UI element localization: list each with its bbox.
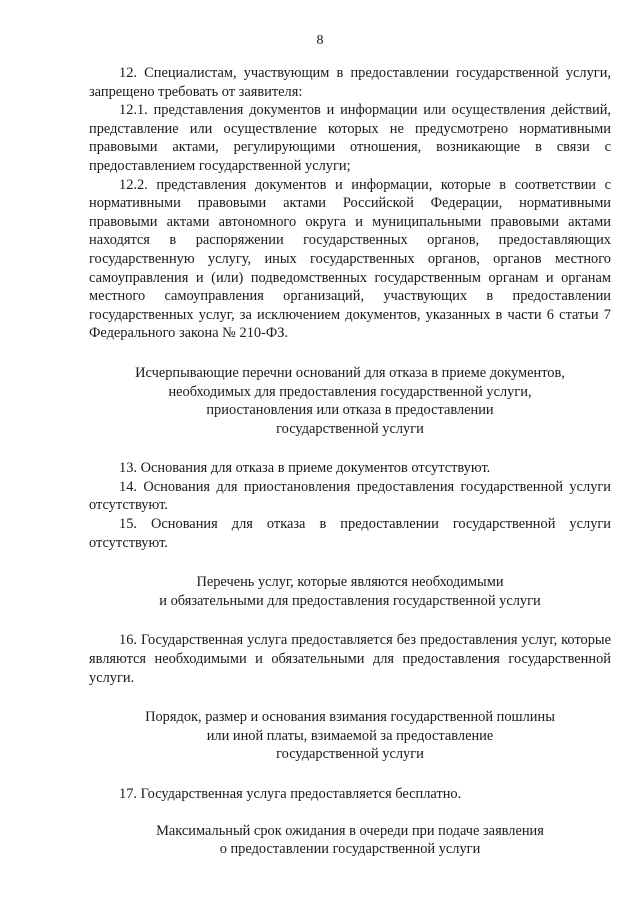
section-heading-refusal-grounds (89, 364, 611, 438)
paragraph-12: 12. Специалистам, участвующим в предоставлении государственной услуги, запрещено требовать от заявителя: (89, 65, 611, 100)
heading-line: государственной услуги (276, 420, 424, 437)
section-heading-required-services (89, 573, 611, 610)
page-number: 8 (316, 33, 324, 48)
heading-line: Порядок, размер и основания взимания государственной пошлины (145, 709, 555, 726)
heading-line: и обязательными для предоставления государственной услуги (159, 592, 541, 609)
heading-line: о предоставлении государственной услуги (219, 841, 481, 858)
paragraph-16: 16. Государственная услуга предоставляется без предоставления услуг, которые являются необходимыми и обязательными для предоставления государственной услуги. (89, 632, 611, 686)
section-heading-queue-time (89, 822, 611, 859)
heading-line: или иной платы, взимаемой за предоставление (206, 727, 494, 744)
paragraph-14: 14. Основания для приостановления предоставления государственной услуги отсутствуют. (89, 478, 611, 514)
paragraph-17: 17. Государственная услуга предоставляется бесплатно. (119, 786, 462, 802)
document-body (89, 64, 611, 859)
paragraph-12-2: 12.2. представления документов и информации, которые в соответствии с нормативными правовыми актами Российской Федерации, нормативными правовыми актами автономного округа и муниципальными правовыми актами находятся в распоряжении государственных органов, предоставляющих государственную услугу, иных государственных органов, органов местного самоуправления и (или) подведомственных государственным органам и органам местного самоуправления организаций, участвующих в предоставлении государственных услуг, за исключением документов, указанных в части 6 статьи 7 Федерального закона № 210-ФЗ. (89, 176, 611, 342)
heading-line: необходимых для предоставления государственной услуги, (168, 383, 532, 400)
paragraph-13: 13. Основания для отказа в приеме документов отсутствуют. (119, 460, 491, 477)
heading-line: Перечень услуг, которые являются необходимыми (196, 574, 504, 591)
heading-line: Исчерпывающие перечни оснований для отказа в приеме документов, (135, 364, 565, 381)
section-heading-state-fee (89, 708, 611, 764)
heading-line: Максимальный срок ожидания в очереди при подаче заявления (156, 822, 544, 839)
heading-line: государственной услуги (276, 746, 424, 763)
paragraph-12-1: 12.1. представления документов и информации или осуществления действий, представление или осуществление которых не предусмотрено нормативными правовыми актами, регулирующими отношения, возникающие в связи с предоставлением государственной услуги; (89, 102, 611, 174)
paragraph-15: 15. Основания для отказа в предоставлении государственной услуги отсутствуют. (89, 516, 611, 551)
heading-line: приостановления или отказа в предоставлении (206, 402, 494, 419)
